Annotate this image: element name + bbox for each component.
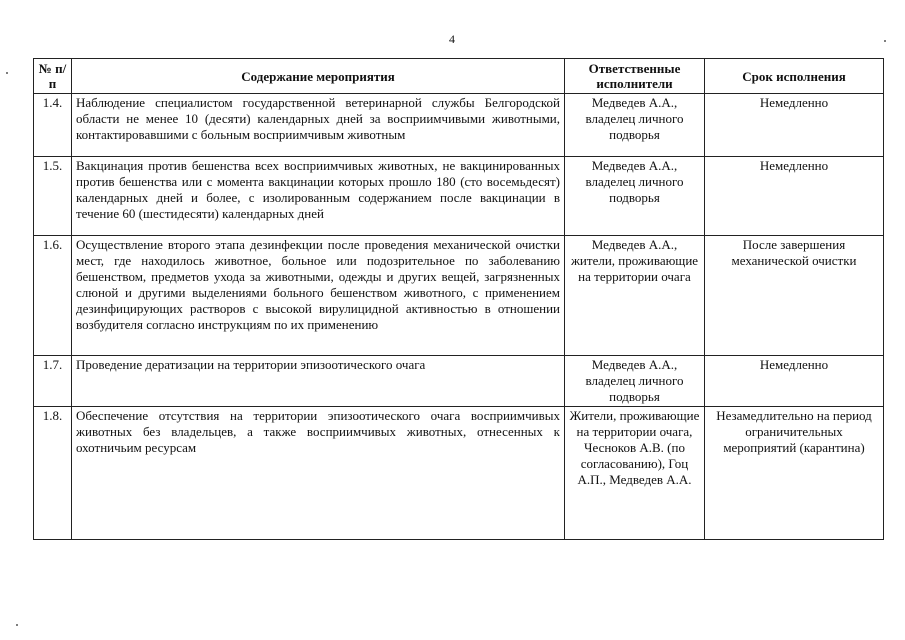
table-row [34, 407, 884, 540]
scan-speck [16, 624, 18, 626]
page-number: 4 [449, 32, 455, 46]
measures-table [33, 58, 884, 540]
table-row [34, 157, 884, 236]
row-number: 1.7. [34, 356, 72, 407]
header-responsible: Ответственные исполнители [565, 59, 705, 94]
row-number: 1.8. [34, 407, 72, 540]
row-number: 1.4. [34, 94, 72, 157]
row-content: Вакцинация против бешенства всех восприимчивых животных, не вакцинированных против бешенства или с момента вакцинации которых прошло 180 (сто восемьдесят) календарных дней и более, с изолированным содержанием после вакцинации в течение 60 (шестидесяти) календарных дней [72, 157, 565, 236]
header-content: Содержание мероприятия [72, 59, 565, 94]
header-deadline: Срок исполнения [705, 59, 884, 94]
table-row [34, 94, 884, 157]
row-content: Наблюдение специалистом государственной ветеринарной службы Белгородской области не менее 10 (десяти) календарных дней за восприимчивыми животными, контактировавшими с больным восприимчивым животным [72, 94, 565, 157]
scan-speck [6, 72, 8, 74]
row-deadline: Немедленно [705, 157, 884, 236]
row-deadline: Незамедлительно на период ограничительных мероприятий (карантина) [705, 407, 884, 540]
row-responsible: Медведев А.А., владелец личного подворья [565, 157, 705, 236]
row-responsible: Медведев А.А., владелец личного подворья [565, 94, 705, 157]
row-responsible: Медведев А.А., жители, проживающие на территории очага [565, 236, 705, 356]
row-responsible: Жители, проживающие на территории очага, Чесноков А.В. (по согласованию), Гоц А.П., Медведев А.А. [565, 407, 705, 540]
header-number: № п/п [34, 59, 72, 94]
row-deadline: После завершения механической очистки [705, 236, 884, 356]
table-row [34, 356, 884, 407]
scan-speck [884, 40, 886, 42]
table-row [34, 236, 884, 356]
row-deadline: Немедленно [705, 356, 884, 407]
table-header-row [34, 59, 884, 94]
row-deadline: Немедленно [705, 94, 884, 157]
row-content: Проведение дератизации на территории эпизоотического очага [72, 356, 565, 407]
row-number: 1.5. [34, 157, 72, 236]
row-responsible: Медведев А.А., владелец личного подворья [565, 356, 705, 407]
row-content: Обеспечение отсутствия на территории эпизоотического очага восприимчивых животных без владельцев, а также восприимчивых животных, отнесенных к охотничьим ресурсам [72, 407, 565, 540]
row-content: Осуществление второго этапа дезинфекции после проведения механической очистки мест, где находилось животное, больное или подозрительное по заболеванию бешенством, предметов ухода за животными, одежды и других вещей, загрязненных слюной и другими выделениями больного бешенством животного, с применением дезинфицирующих растворов с высокой вирулицидной активностью в отношении возбудителя согласно инструкциям по их применению [72, 236, 565, 356]
row-number: 1.6. [34, 236, 72, 356]
